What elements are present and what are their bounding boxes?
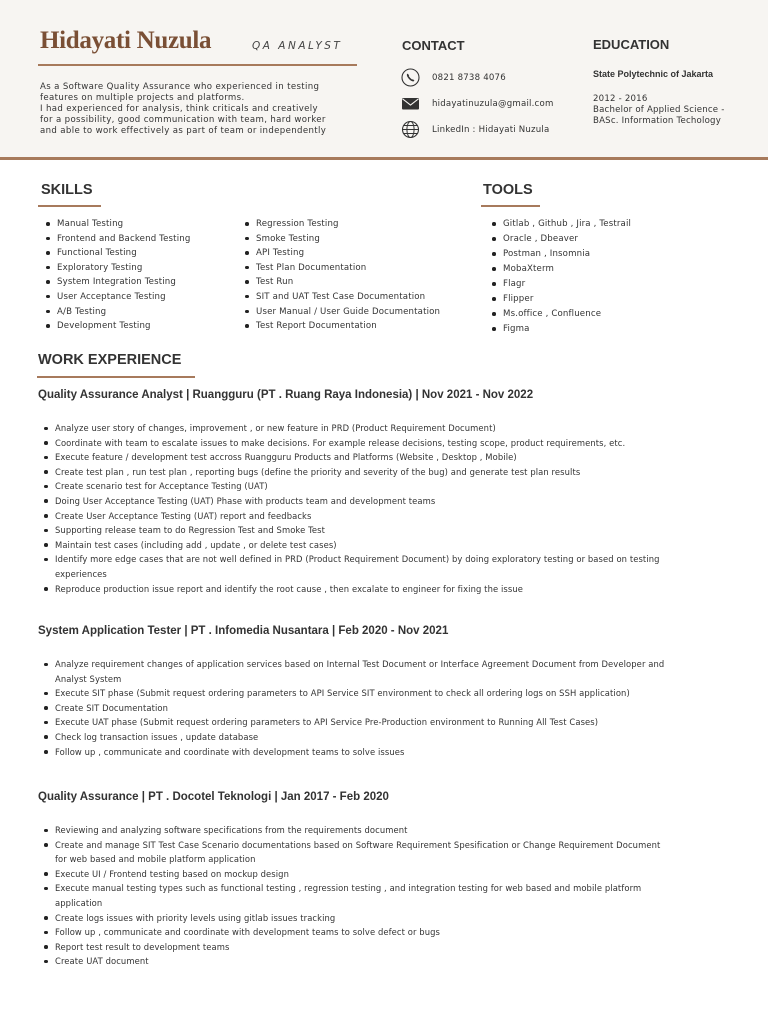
job-duties	[42, 657, 732, 759]
summary-line: and able to work effectively as part of team or independently	[40, 126, 327, 136]
list-item: Supporting release team to do Regression Test and Smoke Test	[42, 523, 732, 538]
list-item: Flagr	[490, 277, 631, 292]
work-heading: WORK EXPERIENCE	[38, 352, 182, 368]
list-item: Create logs issues with priority levels using gitlab issues tracking	[42, 911, 732, 926]
list-item: Execute manual testing types such as functional testing , regression testing , and integration testing for web based and mobile platform application	[42, 881, 732, 910]
globe-icon	[401, 120, 420, 139]
summary-line: As a Software Quality Assurance who experienced in testing	[40, 82, 320, 92]
job-duties	[42, 421, 732, 596]
list-item: Postman , Insomnia	[490, 247, 631, 262]
list-item: API Testing	[243, 246, 440, 261]
skills-heading: SKILLS	[41, 182, 93, 198]
list-item: Gitlab , Github , Jira , Testrail	[490, 217, 631, 232]
education-details	[593, 94, 725, 126]
education-school: State Polytechnic of Jakarta	[593, 69, 714, 79]
list-item: Create scenario test for Acceptance Testing (UAT)	[42, 479, 732, 494]
linkedin-handle: LinkedIn : Hidayati Nuzula	[432, 124, 550, 135]
skills-underline	[38, 205, 101, 207]
name-underline	[38, 64, 357, 66]
list-item: Functional Testing	[44, 246, 190, 261]
list-item: Create test plan , run test plan , reporting bugs (define the priority and severity of the bug) and generate test plan results	[42, 465, 732, 480]
list-item: Test Run	[243, 275, 440, 290]
list-item: Manual Testing	[44, 217, 190, 232]
education-major: BASc. Information Techology	[593, 115, 721, 126]
summary-line: for a possibility, good communication with team, hard worker	[40, 115, 326, 125]
email-address: hidayatinuzula@gmail.com	[432, 98, 554, 109]
list-item: Create and manage SIT Test Case Scenario documentations based on Software Requirement Spesification or Change Requirement Document for web based and mobile platform application	[42, 838, 732, 867]
list-item: MobaXterm	[490, 262, 631, 277]
list-item: Maintain test cases (including add , update , or delete test cases)	[42, 538, 732, 553]
work-underline	[37, 376, 195, 378]
list-item: Follow up , communicate and coordinate with development teams to solve defect or bugs	[42, 925, 732, 940]
mail-icon	[401, 94, 420, 113]
list-item: A/B Testing	[44, 305, 190, 320]
list-item: Reviewing and analyzing software specifications from the requirements document	[42, 823, 732, 838]
list-item: Identify more edge cases that are not well defined in PRD (Product Requirement Document) by doing exploratory testing or based on testing experiences	[42, 552, 732, 581]
contact-email	[401, 94, 554, 113]
summary-line: features on multiple projects and platforms.	[40, 93, 245, 103]
list-item: Test Report Documentation	[243, 319, 440, 334]
list-item: Report test result to development teams	[42, 940, 732, 955]
list-item: User Acceptance Testing	[44, 290, 190, 305]
list-item: Figma	[490, 322, 631, 337]
candidate-name: Hidayati Nuzula	[40, 27, 212, 54]
list-item: Create User Acceptance Testing (UAT) report and feedbacks	[42, 509, 732, 524]
job-title: System Application Tester | PT . Infomedia Nusantara | Feb 2020 - Nov 2021	[38, 625, 449, 637]
skills-list-right	[243, 217, 440, 334]
list-item: Frontend and Backend Testing	[44, 232, 190, 247]
list-item: Regression Testing	[243, 217, 440, 232]
list-item: Create SIT Documentation	[42, 701, 732, 716]
list-item: System Integration Testing	[44, 275, 190, 290]
list-item: Execute UI / Frontend testing based on mockup design	[42, 867, 732, 882]
contact-heading: CONTACT	[402, 38, 465, 53]
list-item: Flipper	[490, 292, 631, 307]
list-item: Execute feature / development test accross Ruangguru Products and Platforms (Website , Desktop , Mobile)	[42, 450, 732, 465]
contact-linkedin	[401, 120, 549, 139]
list-item: User Manual / User Guide Documentation	[243, 305, 440, 320]
education-heading: EDUCATION	[593, 37, 670, 52]
education-years: 2012 - 2016	[593, 94, 648, 104]
list-item: Check log transaction issues , update database	[42, 730, 732, 745]
list-item: Follow up , communicate and coordinate with development teams to solve issues	[42, 745, 732, 760]
contact-phone	[401, 68, 506, 87]
list-item: Analyze user story of changes, improvement , or new feature in PRD (Product Requirement Document)	[42, 421, 732, 436]
list-item: Smoke Testing	[243, 232, 440, 247]
list-item: Ms.office , Confluence	[490, 307, 631, 322]
job-title: Quality Assurance | PT . Docotel Teknologi | Jan 2017 - Feb 2020	[38, 791, 389, 803]
phone-icon	[401, 68, 420, 87]
list-item: Coordinate with team to escalate issues to make decisions. For example release decisions, testing scope, product requirements, etc.	[42, 436, 732, 451]
tools-list	[490, 217, 631, 337]
phone-number: 0821 8738 4076	[432, 72, 506, 83]
job-duties	[42, 823, 732, 969]
list-item: Execute SIT phase (Submit request ordering parameters to API Service SIT environment to check all ordering logs on SSH application)	[42, 686, 732, 701]
list-item: Exploratory Testing	[44, 261, 190, 276]
tools-underline	[481, 205, 540, 207]
list-item: Reproduce production issue report and identify the root cause , then excalate to engineer for fixing the issue	[42, 582, 732, 597]
list-item: Development Testing	[44, 319, 190, 334]
job-title: Quality Assurance Analyst | Ruangguru (PT . Ruang Raya Indonesia) | Nov 2021 - Nov 2022	[38, 389, 534, 401]
list-item: Analyze requirement changes of application services based on Internal Test Document or Interface Agreement Document from Developer and Analyst System	[42, 657, 732, 686]
candidate-role: QA ANALYST	[252, 40, 343, 52]
list-item: Test Plan Documentation	[243, 261, 440, 276]
skills-list-left	[44, 217, 190, 334]
list-item: Create UAT document	[42, 954, 732, 969]
header-divider	[0, 157, 768, 160]
list-item: Execute UAT phase (Submit request ordering parameters to API Service Pre-Production environment to Running All Test Cases)	[42, 715, 732, 730]
list-item: Oracle , Dbeaver	[490, 232, 631, 247]
list-item: Doing User Acceptance Testing (UAT) Phase with products team and development teams	[42, 494, 732, 509]
summary-line: I had experienced for analysis, think criticals and creatively	[40, 104, 318, 114]
profile-summary	[40, 82, 370, 137]
list-item: SIT and UAT Test Case Documentation	[243, 290, 440, 305]
education-degree: Bachelor of Applied Science -	[593, 104, 725, 115]
tools-heading: TOOLS	[483, 182, 533, 198]
